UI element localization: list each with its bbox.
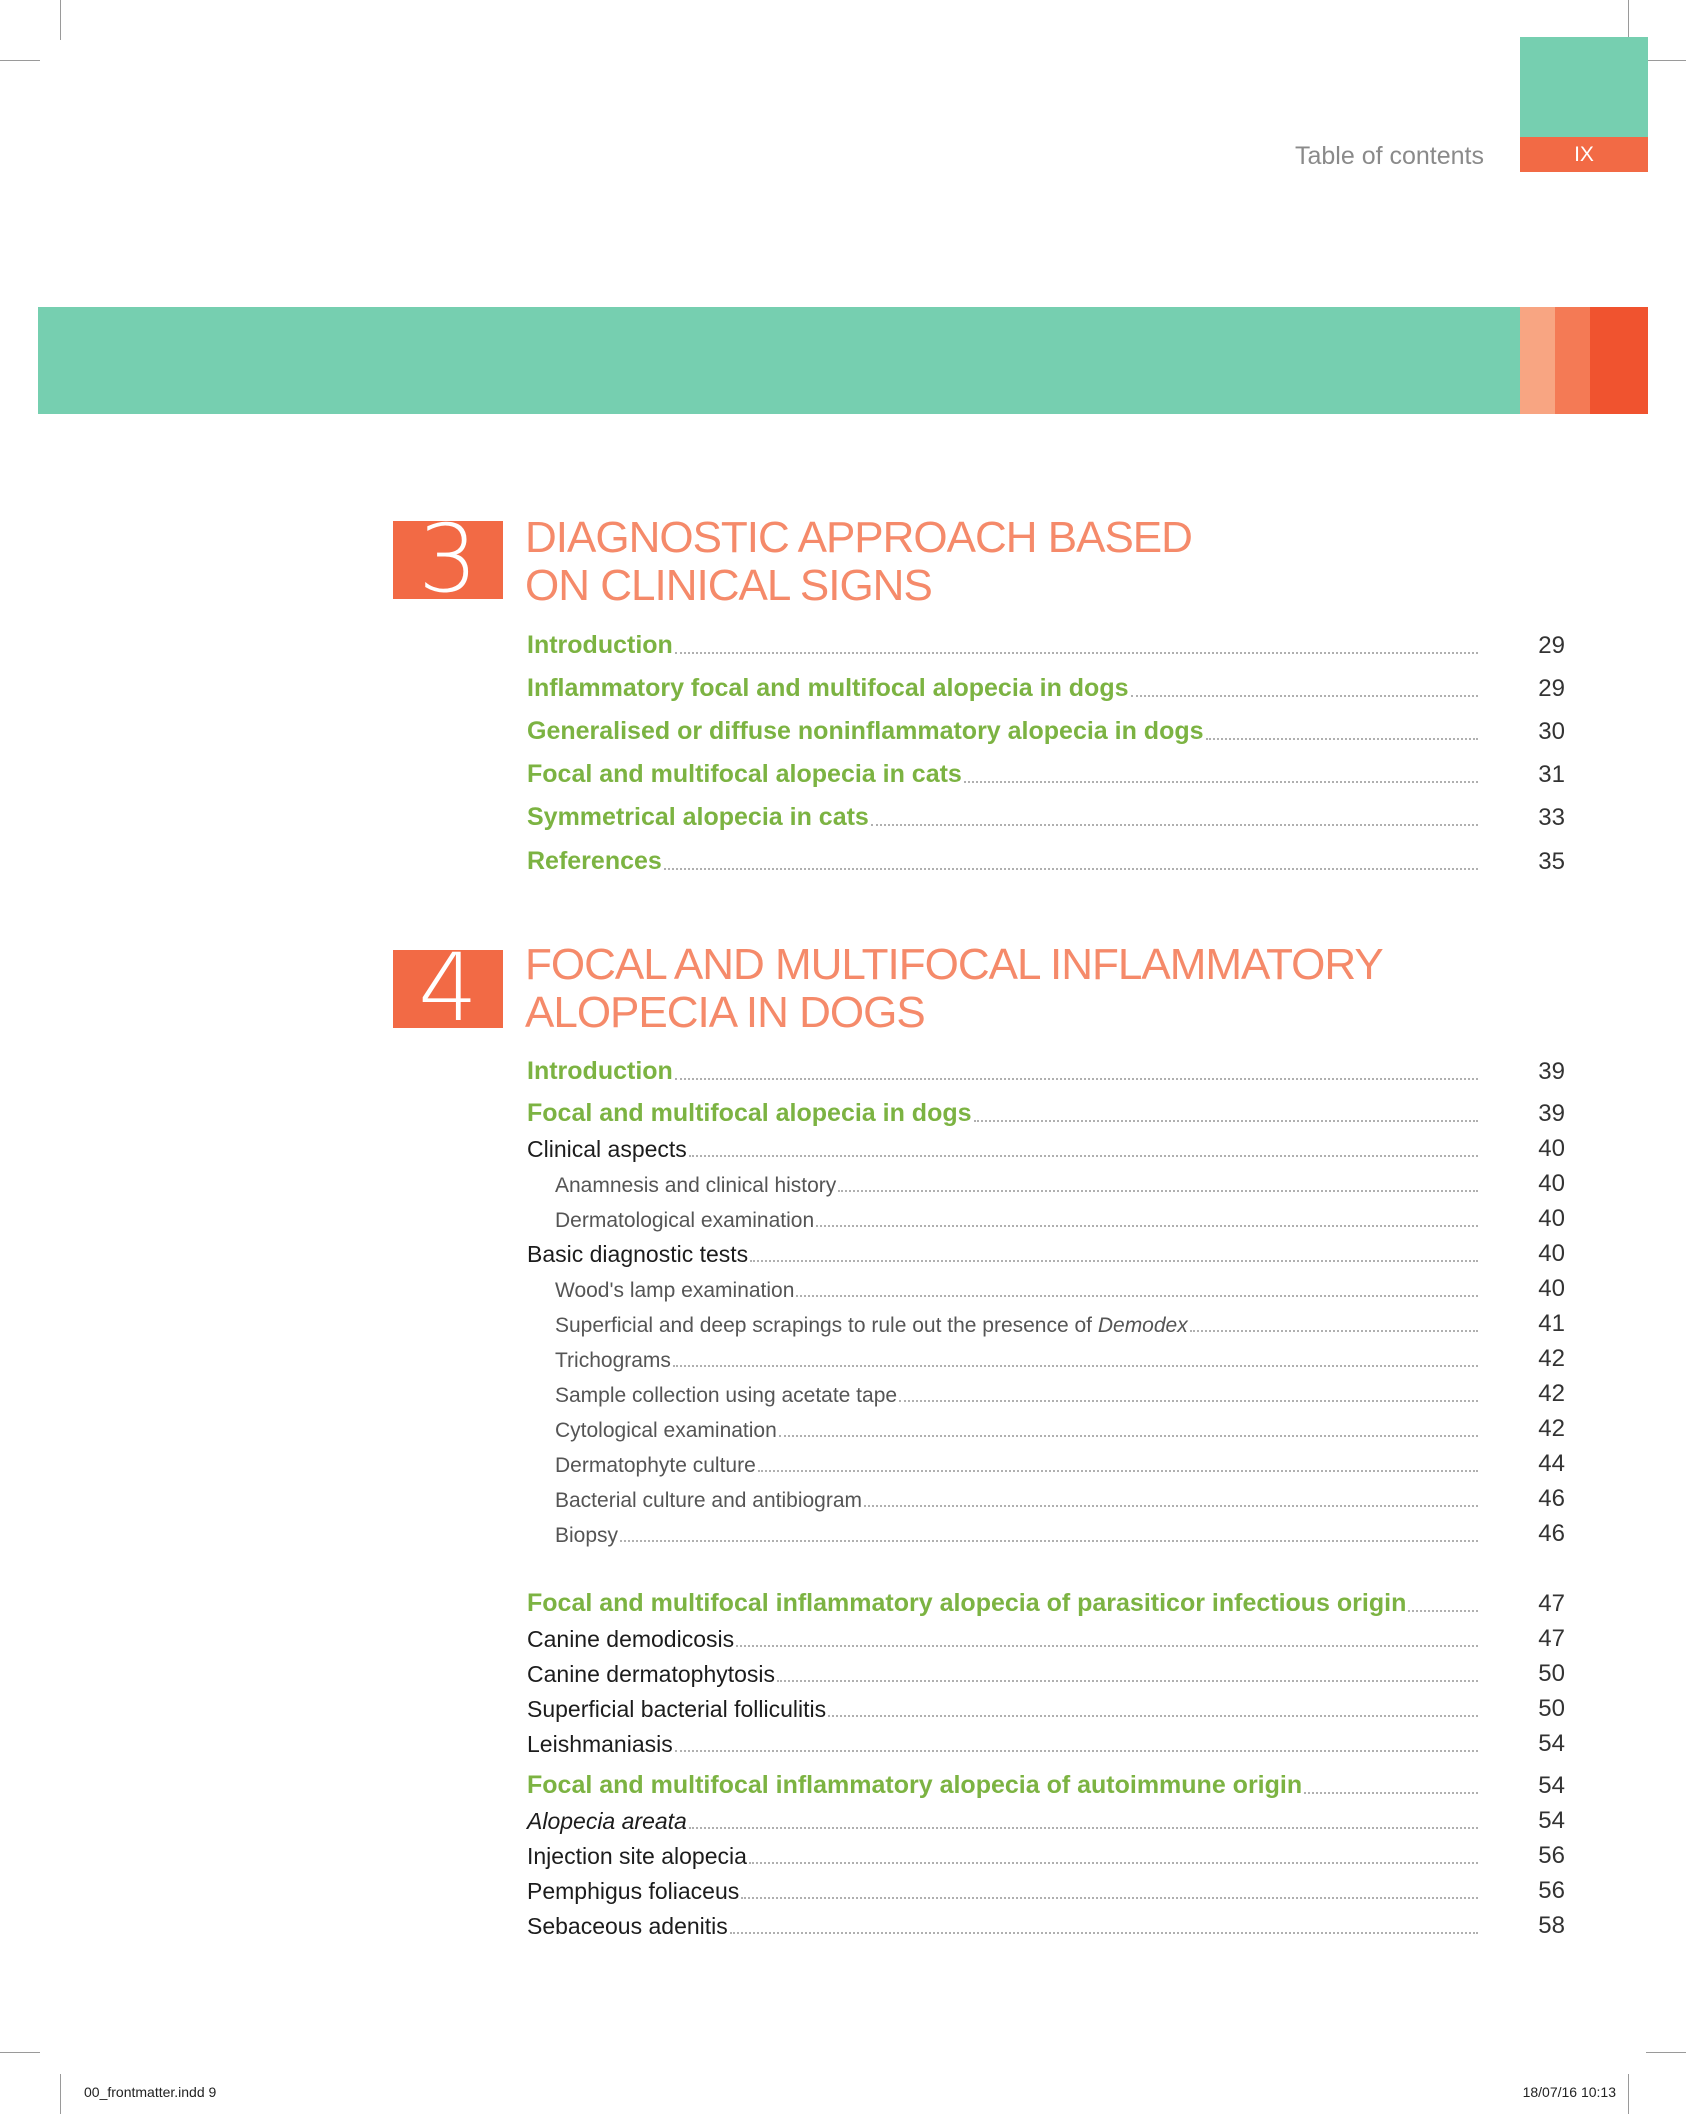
- toc-page-number: 42: [1538, 1345, 1565, 1372]
- crop-mark: [1628, 0, 1629, 40]
- crop-mark: [1646, 60, 1686, 61]
- running-header-title: Table of contents: [1294, 142, 1484, 170]
- toc-entry-italic: Demodex: [1097, 1314, 1188, 1337]
- toc-entry-text: Superficial bacterial folliculitis: [527, 1696, 827, 1722]
- chapter-title-line: FOCAL AND MULTIFOCAL INFLAMMATORY: [525, 940, 1383, 989]
- dot-leader: [779, 1435, 1478, 1437]
- crop-mark: [0, 2052, 40, 2053]
- toc-entry-label: [527, 1771, 1304, 1800]
- toc-entry-text: Cytological examination: [555, 1419, 777, 1442]
- toc-entry: [527, 1240, 1565, 1268]
- dot-leader: [730, 1932, 1478, 1934]
- toc-page-number: 40: [1538, 1275, 1565, 1302]
- toc-entry: [527, 717, 1565, 746]
- toc-entry: [527, 1660, 1565, 1688]
- dot-leader: [750, 1260, 1478, 1262]
- toc-entry: [527, 1310, 1565, 1338]
- chapter-title-line: ALOPECIA IN DOGS: [525, 988, 925, 1037]
- toc-entry-text: Injection site alopecia: [527, 1843, 747, 1869]
- decorative-band: [38, 307, 1648, 414]
- toc-entry-label: [527, 803, 871, 832]
- toc-page-number: 50: [1538, 1660, 1565, 1687]
- toc-entry: [527, 1807, 1565, 1835]
- toc-page-number: 31: [1538, 761, 1565, 788]
- toc-entry-text: Leishmaniasis: [527, 1731, 673, 1757]
- chapter-title-line: ON CLINICAL SIGNS: [525, 561, 932, 610]
- toc-entry-label: [527, 1808, 689, 1835]
- dot-leader: [675, 652, 1478, 654]
- dot-leader: [620, 1540, 1478, 1542]
- toc-entry-text: Canine demodicosis: [527, 1626, 735, 1652]
- chapter-title-line: DIAGNOSTIC APPROACH BASED: [525, 513, 1192, 562]
- toc-entry: [527, 760, 1565, 789]
- toc-page-number: 39: [1538, 1058, 1565, 1085]
- toc-entry: [527, 1345, 1565, 1373]
- dot-leader: [964, 781, 1478, 783]
- toc-entry-label: [527, 1279, 796, 1303]
- band-stripe: [1520, 307, 1555, 414]
- chapter-number: 3: [393, 521, 503, 599]
- toc-page-number: 42: [1538, 1415, 1565, 1442]
- toc-page-number: 47: [1538, 1590, 1565, 1617]
- dot-leader: [758, 1470, 1478, 1472]
- toc-entry: [527, 1589, 1565, 1618]
- toc-entry: [527, 1057, 1565, 1086]
- toc-page-number: 54: [1538, 1807, 1565, 1834]
- toc-entry: [527, 1730, 1565, 1758]
- toc-entry: [527, 1415, 1565, 1443]
- toc-entry: [527, 1099, 1565, 1128]
- toc-page-number: 39: [1538, 1100, 1565, 1127]
- toc-page-number: 47: [1538, 1625, 1565, 1652]
- toc-entry-label: [527, 1136, 689, 1163]
- toc-entry-label: [527, 1384, 899, 1408]
- toc-entry-text: Canine dermatophytosis: [527, 1661, 776, 1687]
- toc-entry-label: [527, 1878, 741, 1905]
- toc-entry-text: Anamnesis and clinical history: [555, 1174, 837, 1197]
- toc-entry: [527, 1695, 1565, 1723]
- dot-leader: [741, 1897, 1478, 1899]
- toc-entry-text: Introduction: [527, 1057, 673, 1085]
- dot-leader: [736, 1645, 1478, 1647]
- chapter-number: 4: [393, 950, 503, 1028]
- toc-entry: [527, 1205, 1565, 1233]
- crop-mark: [1628, 2074, 1629, 2114]
- band-stripe: [1555, 307, 1590, 414]
- toc-entry-label: [527, 1731, 675, 1758]
- toc-entry-text: Focal and multifocal alopecia in dogs: [527, 1099, 972, 1127]
- toc-entry-label: [527, 1209, 816, 1233]
- toc-entry-label: [527, 1241, 750, 1268]
- toc-entry-text: Wood's lamp examination: [555, 1279, 795, 1302]
- toc-page-number: 41: [1538, 1310, 1565, 1337]
- dot-leader: [864, 1505, 1478, 1507]
- toc-entry-text: Dermatophyte culture: [555, 1454, 756, 1477]
- toc-entry-text: Sebaceous adenitis: [527, 1913, 728, 1939]
- toc-entry-label: [527, 1454, 758, 1478]
- toc-entry-text: Introduction: [527, 631, 673, 659]
- toc-page-number: 46: [1538, 1520, 1565, 1547]
- toc-entry: [527, 1485, 1565, 1513]
- toc-entry-label: [527, 1843, 749, 1870]
- toc-entry-text: Biopsy: [555, 1524, 619, 1547]
- dot-leader: [675, 1750, 1478, 1752]
- dot-leader: [675, 1078, 1478, 1080]
- toc-entry: [527, 1380, 1565, 1408]
- crop-mark: [1646, 2052, 1686, 2053]
- toc-entry-text: Sample collection using acetate tape: [555, 1384, 898, 1407]
- toc-page-number: 30: [1538, 718, 1565, 745]
- toc-entry-label: [527, 1696, 828, 1723]
- toc-page-number: 29: [1538, 632, 1565, 659]
- header-color-block: [1520, 37, 1648, 137]
- toc-entry-label: [527, 631, 675, 660]
- toc-entry-label: [527, 1349, 673, 1373]
- toc-entry-text: Pemphigus foliaceus: [527, 1878, 740, 1904]
- dot-leader: [749, 1862, 1478, 1864]
- footer-file: 00_frontmatter.indd 9: [84, 2084, 217, 2100]
- toc-entry-text: Symmetrical alopecia in cats: [527, 803, 869, 831]
- dot-leader: [838, 1190, 1478, 1192]
- toc-entry-label: [527, 1913, 730, 1940]
- toc-entry-label-line: Focal and multifocal inflammatory alopecia of parasitic: [527, 1589, 1180, 1617]
- chapter-title: [525, 941, 1475, 1037]
- toc-page-number: 35: [1538, 848, 1565, 875]
- toc-page-number: 54: [1538, 1730, 1565, 1757]
- toc-entry: [527, 1771, 1565, 1800]
- toc-page-number: 46: [1538, 1485, 1565, 1512]
- toc-entry-text: References: [527, 847, 662, 875]
- toc-page-number: 40: [1538, 1240, 1565, 1267]
- dot-leader: [816, 1225, 1478, 1227]
- toc-entry-text: Inflammatory focal and multifocal alopecia in dogs: [527, 674, 1129, 702]
- toc-entry-text: or infectious origin: [1179, 1589, 1407, 1617]
- toc-entry-text: Generalised or diffuse noninflammatory alopecia in dogs: [527, 717, 1204, 745]
- dot-leader: [689, 1827, 1478, 1829]
- toc-entry-text: Superficial and deep scrapings to rule out the presence of: [555, 1314, 1098, 1337]
- crop-mark: [0, 60, 40, 61]
- toc-entry-label: [527, 1626, 736, 1653]
- toc-page-number: 44: [1538, 1450, 1565, 1477]
- dot-leader: [974, 1120, 1478, 1122]
- toc-entry-text: Focal and multifocal inflammatory alopecia of autoimmune origin: [527, 1771, 1303, 1799]
- dot-leader: [1408, 1610, 1478, 1612]
- toc-entry: [527, 1520, 1565, 1548]
- toc-entry-label: [527, 1099, 974, 1128]
- toc-entry-text: Dermatological examination: [555, 1209, 815, 1232]
- toc-entry-text: Clinical aspects: [527, 1136, 687, 1162]
- dot-leader: [871, 824, 1478, 826]
- toc-page-number: 40: [1538, 1205, 1565, 1232]
- dot-leader: [796, 1295, 1478, 1297]
- toc-entry-label: [527, 1489, 864, 1513]
- toc-entry: [527, 674, 1565, 703]
- toc-entry: [527, 631, 1565, 660]
- toc-entry-italic: Alopecia areata: [527, 1808, 687, 1834]
- toc-entry: [527, 1450, 1565, 1478]
- footer-datetime: 18/07/16 10:13: [1522, 2084, 1616, 2100]
- toc-entry: [527, 1135, 1565, 1163]
- dot-leader: [828, 1715, 1478, 1717]
- dot-leader: [664, 868, 1478, 870]
- toc-entry-label: [527, 1589, 1408, 1618]
- toc-page-number: 42: [1538, 1380, 1565, 1407]
- dot-leader: [689, 1155, 1478, 1157]
- toc-page-number: 54: [1538, 1772, 1565, 1799]
- toc-entry-label: [527, 1057, 675, 1086]
- toc-entry-label: [527, 674, 1131, 703]
- dot-leader: [673, 1365, 1478, 1367]
- toc-entry: [527, 1877, 1565, 1905]
- toc-entry: [527, 1842, 1565, 1870]
- toc-entry: [527, 1912, 1565, 1940]
- toc-page-number: 40: [1538, 1170, 1565, 1197]
- toc-entry-label: [527, 760, 964, 789]
- toc-entry: [527, 803, 1565, 832]
- toc-entry-text: Bacterial culture and antibiogram: [555, 1489, 863, 1512]
- toc-page-number: 50: [1538, 1695, 1565, 1722]
- toc-entry-label: [527, 717, 1206, 746]
- dot-leader: [777, 1680, 1478, 1682]
- toc-entry-text: Basic diagnostic tests: [527, 1241, 749, 1267]
- toc-entry-text: Trichograms: [555, 1349, 671, 1372]
- toc-page-number: 58: [1538, 1912, 1565, 1939]
- chapter-title: [525, 514, 1475, 610]
- toc-page-number: 56: [1538, 1842, 1565, 1869]
- toc-entry-text: Focal and multifocal alopecia in cats: [527, 760, 962, 788]
- toc-entry: [527, 1275, 1565, 1303]
- dot-leader: [1304, 1792, 1478, 1794]
- toc-entry: [527, 1170, 1565, 1198]
- toc-entry-label: [527, 1419, 779, 1443]
- toc-entry-label: [527, 847, 664, 876]
- toc-page-number: 29: [1538, 675, 1565, 702]
- toc-entry-label: [527, 1314, 1190, 1338]
- band-stripe: [1590, 307, 1648, 414]
- toc-entry: [527, 1625, 1565, 1653]
- toc-page-number: 33: [1538, 804, 1565, 831]
- dot-leader: [1190, 1330, 1478, 1332]
- dot-leader: [899, 1400, 1478, 1402]
- toc-entry: [527, 847, 1565, 876]
- toc-page-number: 56: [1538, 1877, 1565, 1904]
- crop-mark: [60, 2074, 61, 2114]
- dot-leader: [1206, 738, 1478, 740]
- toc-entry-label: [527, 1661, 777, 1688]
- toc-page-number: 40: [1538, 1135, 1565, 1162]
- toc-entry-label: [527, 1174, 838, 1198]
- crop-mark: [60, 0, 61, 40]
- dot-leader: [1131, 695, 1478, 697]
- page-number-badge: IX: [1520, 137, 1648, 172]
- toc-entry-label: [527, 1524, 620, 1548]
